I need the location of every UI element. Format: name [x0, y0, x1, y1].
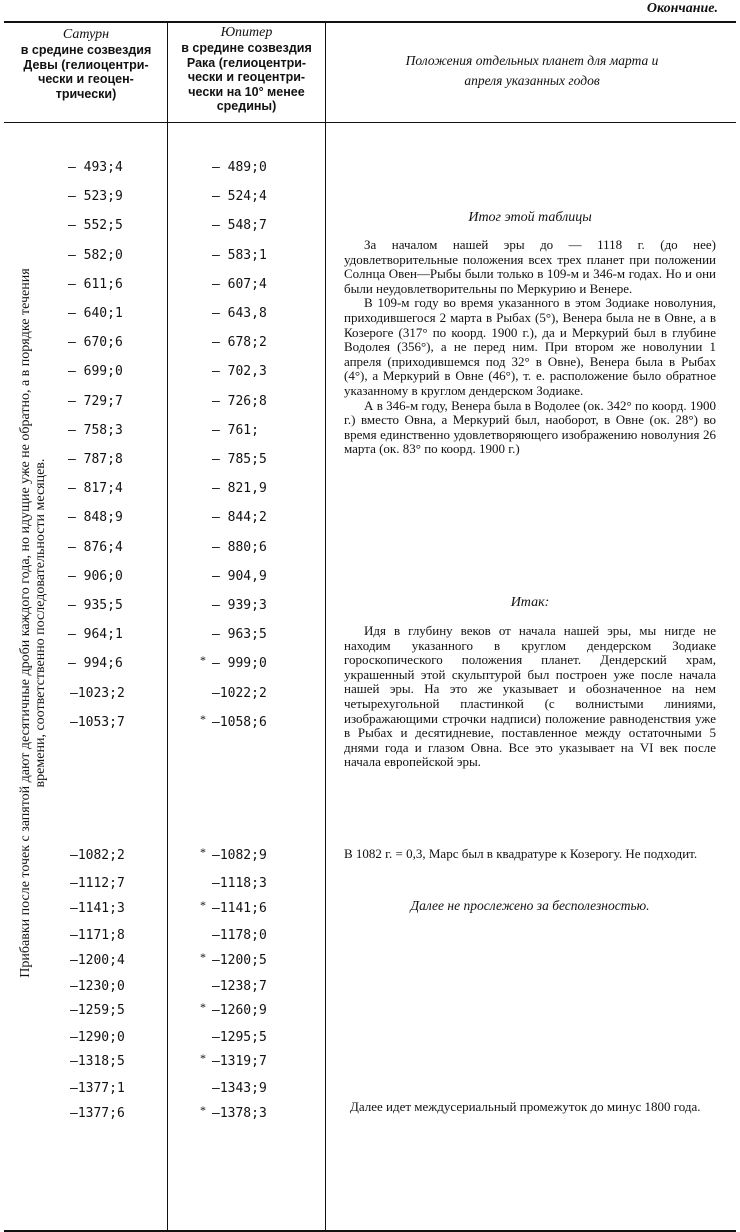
summary-text	[344, 238, 716, 457]
jupiter-value: —1118;3	[212, 876, 267, 891]
interval-note	[350, 1100, 716, 1115]
jupiter-value: — 702,3	[212, 364, 267, 380]
asterisk-mark: *	[200, 898, 206, 912]
jupiter-value: —1058;6	[212, 714, 267, 730]
jupiter-subtitle-line: чески на 10° менее	[188, 84, 305, 99]
saturn-subtitle-line: трически)	[55, 86, 117, 101]
jupiter-value: — 999;0	[212, 656, 267, 672]
saturn-value: — 758;3	[68, 422, 123, 438]
jupiter-value: —1082;9	[212, 848, 267, 863]
jupiter-value: —1238;7	[212, 979, 267, 994]
jupiter-value: — 607;4	[212, 276, 267, 292]
mars-note-text: В 1082 г. = 0,3, Марс был в квадратуре к Козерогу. Не подходит.	[344, 846, 698, 861]
jupiter-subtitle-line: в средине созвездия	[181, 41, 312, 55]
saturn-subtitle-line: в средине созвездия	[20, 43, 152, 57]
saturn-value: — 935;5	[68, 598, 123, 613]
jupiter-value: —1260;9	[212, 1003, 267, 1018]
jupiter-value: — 643,8	[212, 306, 267, 321]
jupiter-value: —1319;7	[212, 1054, 267, 1069]
saturn-value: — 729;7	[68, 393, 123, 409]
jupiter-value: — 548;7	[212, 218, 267, 234]
jupiter-value: — 583;1	[212, 247, 267, 263]
conclusion-heading: Итак:	[510, 595, 550, 610]
column-divider	[325, 23, 326, 1230]
saturn-value: — 493;4	[68, 160, 123, 175]
jupiter-value: — 489;0	[212, 160, 267, 175]
header-divider	[4, 122, 736, 123]
column-divider	[167, 23, 168, 1230]
saturn-value: —1112;7	[70, 876, 125, 891]
jupiter-value: — 785;5	[212, 452, 267, 467]
jupiter-value: — 821,9	[212, 481, 267, 497]
jupiter-value: — 761;	[212, 422, 259, 438]
saturn-subtitle-line: Девы (гелиоцентри-	[23, 57, 149, 72]
positions-column-header	[328, 51, 736, 91]
jupiter-value: —1378;3	[212, 1106, 267, 1121]
jupiter-subtitle-line: средины)	[216, 99, 277, 113]
jupiter-value: — 904,9	[212, 568, 267, 584]
positions-title-line: апреля указанных годов	[464, 73, 600, 88]
side-note-line: Прибавки после точек с запятой дают десятичные дроби каждого года, но идущие уже не обратно, а в порядке течения	[18, 268, 33, 978]
asterisk-mark: *	[200, 711, 206, 726]
saturn-value: —1230;0	[70, 979, 125, 994]
saturn-value: —1200;4	[70, 953, 125, 968]
saturn-value: —1023;2	[70, 685, 125, 701]
saturn-value: — 787;8	[68, 452, 123, 467]
saturn-value: — 699;0	[68, 364, 123, 380]
saturn-value: —1377;6	[70, 1106, 125, 1121]
saturn-value: —1318;5	[70, 1054, 125, 1069]
summary-paragraph: В 109-м году во время указанного в этом Зодиаке новолуния, приходившегося 2 марта в Рыбах (5°), Венера была не в Овне, а в Козероге (317° по коорд. 1900 г.), да и Меркурий был в глубине Водолея (356°), а не перед ним. При втором же новолунии 1 апреля (приходившемся под 32° в Овне), Венера была в Рыбах (4°), а Меркурий в Овне (46°), т. е. расположение было обратное указанному в круглом дендерском Зодиаке.	[344, 295, 716, 398]
summary-paragraph: За началом нашей эры до — 1118 г. (до нее) удовлетворительные положения всех трех планет при положении Солнца Овен—Рыбы были только в 109-м и 346-м годах. Но и они были неудовлетворительны по Меркурию и Венере.	[344, 237, 716, 296]
saturn-value: —1377;1	[70, 1081, 125, 1096]
jupiter-value: —1022;2	[212, 685, 267, 701]
jupiter-value: —1200;5	[212, 953, 267, 968]
saturn-value: —1259;5	[70, 1003, 125, 1018]
positions-title-line: Положения отдельных планет для марта и	[405, 53, 659, 68]
saturn-value: —1171;8	[70, 928, 125, 943]
asterisk-mark: *	[200, 845, 206, 859]
saturn-value: — 906;0	[68, 568, 123, 584]
saturn-value: — 817;4	[68, 481, 123, 497]
saturn-value: — 611;6	[68, 276, 123, 292]
conclusion-paragraph: Идя в глубину веков от начала нашей эры, мы нигде не находим указанного в круглом дендерском Зодиаке гороскопического положения планет. Дендерский храм, украшенный этой скульптурой был построен уже после начала нашей эры. На это же указывает и обозначенное на нем четырехугольной пластинкой (с волнистыми линиями, изображающими строчки надписи) положение равноденствия уже в Рыбах и десятидневие, поставленное между остаточными 5 днями года и глазом Овна. Все это указывает на VI век после начала европейской эры.	[344, 623, 716, 770]
jupiter-value: — 524;4	[212, 189, 267, 205]
saturn-value: — 964;1	[68, 627, 123, 643]
saturn-title: Сатурн	[62, 27, 110, 42]
jupiter-value: —1141;6	[212, 901, 267, 916]
saturn-value: —1053;7	[70, 714, 125, 730]
jupiter-value: — 963;5	[212, 627, 267, 643]
page-continuation-header: Окончание.	[646, 1, 718, 16]
asterisk-mark: *	[200, 653, 206, 668]
saturn-value: — 523;9	[68, 189, 123, 205]
saturn-value: — 670;6	[68, 335, 123, 351]
saturn-value: —1082;2	[70, 848, 125, 863]
jupiter-subtitle-line: Рака (гелиоцентри-	[186, 55, 307, 70]
asterisk-mark: *	[200, 1051, 206, 1065]
asterisk-mark: *	[200, 1103, 206, 1117]
saturn-value: — 994;6	[68, 656, 123, 672]
side-note-line: времени, соответственно последовательности месяцев.	[33, 458, 48, 788]
jupiter-value: — 678;2	[212, 335, 267, 351]
interval-note-text: Далее идет междусериальный промежуток до минус 1800 года.	[350, 1099, 701, 1114]
jupiter-value: — 726;8	[212, 393, 267, 409]
jupiter-value: — 880;6	[212, 539, 267, 555]
conclusion-text	[344, 624, 716, 770]
summary-heading: Итог этой таблицы	[468, 210, 592, 225]
saturn-value: — 848;9	[68, 510, 123, 526]
jupiter-title: Юпитер	[220, 25, 273, 40]
saturn-value: — 876;4	[68, 539, 123, 555]
jupiter-value: —1178;0	[212, 928, 267, 943]
asterisk-mark: *	[200, 1000, 206, 1014]
jupiter-column-header	[168, 25, 325, 114]
saturn-column-header	[6, 27, 166, 101]
summary-paragraph: А в 346-м году, Венера была в Водолее (ок. 342° по коорд. 1900 г.) вместо Овна, а Меркурий был, наоборот, в Овне (ок. 28°) во время единственно удовлетворяющего изображению новолуния 26 марта (ок. 83° по коорд. 1900 г.)	[344, 397, 716, 457]
mars-note	[344, 847, 716, 862]
saturn-value: —1141;3	[70, 901, 125, 916]
jupiter-value: — 844;2	[212, 510, 267, 526]
saturn-value: — 552;5	[68, 218, 123, 234]
jupiter-value: — 939;3	[212, 598, 267, 613]
jupiter-subtitle-line: чески и геоцентри-	[187, 70, 306, 84]
vertical-side-note	[18, 133, 48, 1113]
asterisk-mark: *	[200, 950, 206, 964]
saturn-value: — 582;0	[68, 247, 123, 263]
not-traced-note: Далее не прослежено за бесполезностью.	[410, 898, 650, 913]
saturn-value: — 640;1	[68, 306, 123, 321]
jupiter-value: —1343;9	[212, 1081, 267, 1096]
saturn-subtitle-line: чески и геоцен-	[38, 72, 134, 86]
saturn-value: —1290;0	[70, 1030, 125, 1045]
jupiter-value: —1295;5	[212, 1030, 267, 1045]
